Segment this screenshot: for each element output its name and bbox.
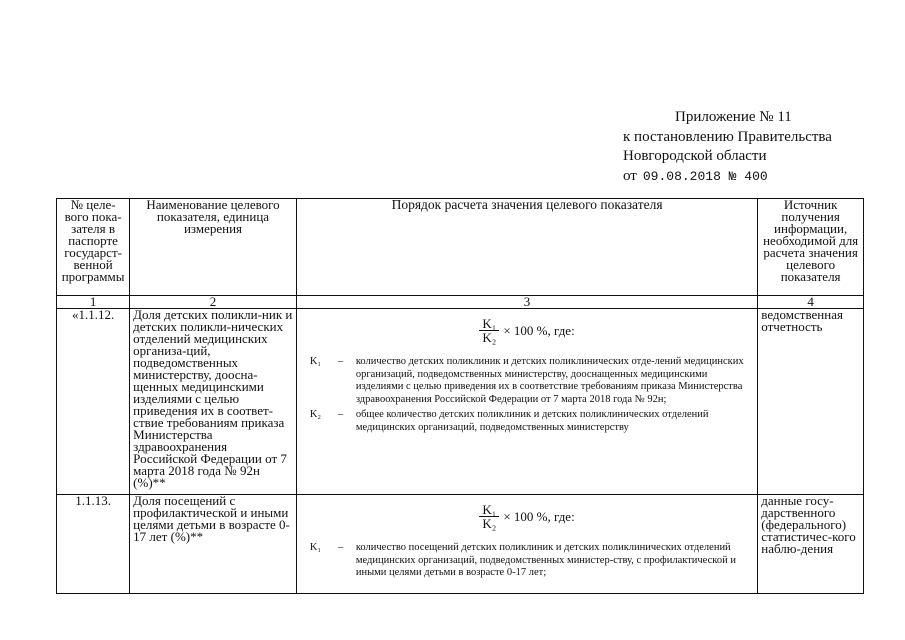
data-source: данные госу-дарственного (федерального) статистичес-кого наблю-дения [758, 495, 864, 594]
definition-k1 [300, 356, 754, 406]
date-prefix: от [623, 167, 637, 184]
resolution-line: к постановлению Правительства [623, 128, 832, 145]
fraction-numerator: K₁ [479, 503, 499, 517]
column-number: 1 [57, 296, 130, 309]
definition-symbol: K₂ [309, 409, 322, 420]
definition-dash: – [337, 356, 344, 367]
indicator-code: 1.1.13. [57, 495, 130, 594]
definition-symbol: K₁ [309, 542, 322, 553]
column-header-name: Наименование целевого показателя, единица измерения [130, 199, 297, 296]
document-header [623, 108, 832, 186]
fraction-denominator: K₂ [482, 330, 497, 345]
column-header-number: № целе-вого пока-зателя в паспорте государст-венной программы [57, 199, 130, 296]
fraction [479, 317, 499, 344]
column-number: 4 [758, 296, 864, 309]
formula [300, 503, 754, 530]
table-header-row [57, 199, 864, 296]
indicator-code: «1.1.12. [57, 309, 130, 495]
definition-text: количество детских поликлиник и детских поликлинических отде-лений медицинских организаций, подведомственных министерству, дооснащенных медицинскими изделиями с целью приведения их в соответствие требованиям приказа Министерства здравоохранения Российской Федерации от 7 марта 2018 года № 92н; [355, 356, 744, 405]
date-value: 09.08.2018 № 400 [642, 168, 768, 184]
column-number: 2 [130, 296, 297, 309]
resolution-date [623, 167, 832, 187]
calculation-method [296, 495, 757, 594]
region-line: Новгородской области [623, 148, 767, 164]
formula [300, 317, 754, 344]
indicator-name: Доля детских поликли-ник и детских поликли-нических отделений медицинских организа-ций, подведомственных министерству, доосна-щенных медицинскими изделиями с целью приведения их в соответ-ствие требованиям приказа Министерства здравоохранения Российской Федерации от 7 марта 2018 года № 92н (%)** [130, 309, 297, 495]
fraction-numerator: K₁ [479, 317, 499, 331]
indicators-table [56, 198, 864, 594]
definition-dash: – [337, 409, 344, 420]
definition-dash: – [337, 542, 344, 553]
definition-k2 [300, 409, 754, 434]
appendix-title: Приложение № 11 [675, 109, 792, 125]
column-header-source: Источник получения информации, необходимой для расчета значения целевого показателя [758, 199, 864, 296]
fraction [479, 503, 499, 530]
variable-definitions [300, 542, 754, 580]
formula-multiplier: × 100 %, где: [503, 322, 575, 338]
column-header-method: Порядок расчета значения целевого показателя [296, 199, 757, 296]
fraction-denominator: K₂ [482, 516, 497, 531]
formula-multiplier: × 100 %, где: [503, 508, 575, 524]
calculation-method [296, 309, 757, 495]
indicator-name: Доля посещений с профилактической и иными целями детьми в возрасте 0-17 лет (%)** [130, 495, 297, 594]
column-number: 3 [296, 296, 757, 309]
definition-text: количество посещений детских поликлиник и детских поликлинических отделений медицинских организаций, подведомственных министер-ству, с профилактической и иными целями детьми в возрасте 0-17 лет; [355, 542, 736, 578]
definition-text: общее количество детских поликлиник и детских поликлинических отделений медицинских организаций, подведомственных министерству [355, 409, 709, 433]
definition-symbol: K₁ [309, 356, 322, 367]
table-row [57, 495, 864, 594]
table-row [57, 309, 864, 495]
variable-definitions [300, 356, 754, 434]
data-source: ведомственная отчетность [758, 309, 864, 495]
definition-k1 [300, 542, 754, 580]
